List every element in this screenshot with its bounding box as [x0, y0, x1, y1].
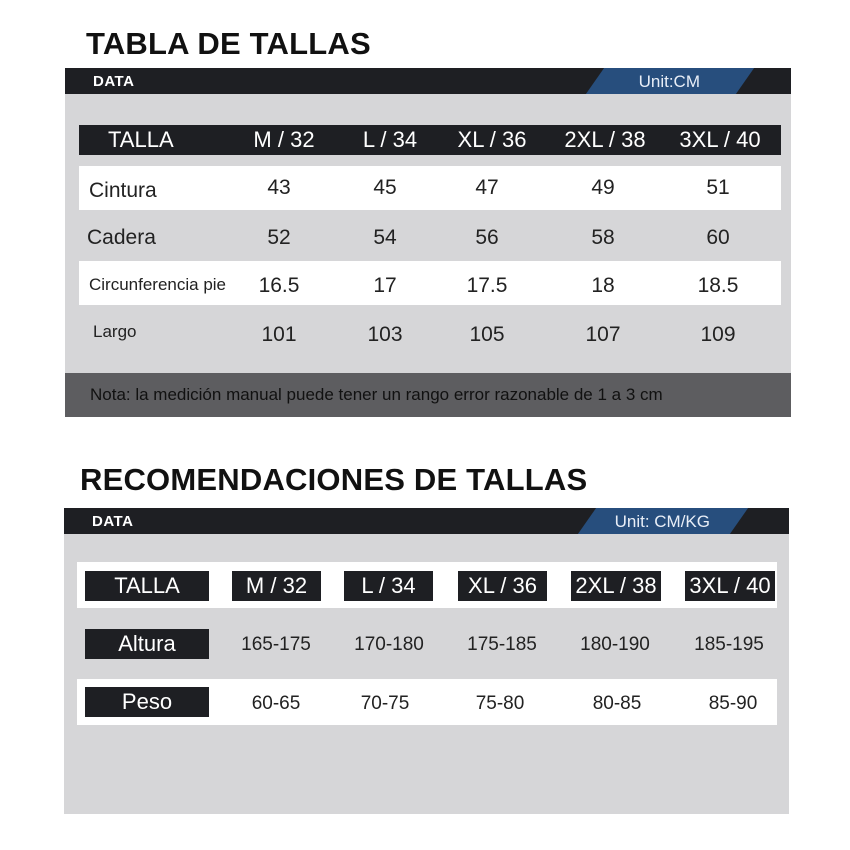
cell-value: 49	[591, 176, 615, 199]
size-col-m: M / 32	[232, 571, 321, 601]
row-label-cadera: Cadera	[87, 226, 156, 249]
cell-value: 43	[267, 176, 291, 199]
cell-value: 51	[706, 176, 730, 199]
size-col-xl: XL / 36	[457, 127, 527, 152]
size-table-data-bar	[65, 68, 791, 94]
cell-value: 56	[475, 226, 499, 249]
row-label-largo: Largo	[93, 322, 137, 341]
cell-value: 103	[367, 323, 403, 346]
size-col-xl: XL / 36	[458, 571, 547, 601]
unit-badge	[586, 68, 754, 94]
size-table-header	[79, 125, 781, 155]
cell-value: 45	[373, 176, 397, 199]
unit-label: Unit:CM	[638, 72, 701, 91]
measurement-note-bar	[65, 373, 791, 417]
cell-value: 109	[700, 323, 736, 346]
cell-value: 180-190	[580, 634, 650, 655]
cell-value: 80-85	[592, 693, 642, 714]
recommendations-title: RECOMENDACIONES DE TALLAS	[80, 462, 588, 497]
size-col-l: L / 34	[344, 571, 433, 601]
row-label-circunferencia-pie: Circunferencia pie	[89, 275, 227, 294]
cell-value: 185-195	[694, 634, 764, 655]
data-label: DATA	[93, 73, 135, 90]
cell-value: 75-80	[475, 693, 525, 714]
cell-value: 18.5	[697, 274, 739, 297]
size-col-3xl: 3XL / 40	[679, 127, 761, 152]
cell-value: 60-65	[251, 693, 301, 714]
data-label: DATA	[92, 513, 134, 530]
row-label-cintura: Cintura	[89, 179, 157, 202]
table-row	[77, 620, 777, 666]
recommendations-data-bar	[64, 508, 789, 534]
cell-value: 101	[261, 323, 297, 346]
table-row	[77, 679, 777, 725]
cell-value: 170-180	[354, 634, 424, 655]
talla-header: TALLA	[108, 127, 174, 152]
cell-value: 17	[373, 274, 397, 297]
unit-badge	[578, 508, 748, 534]
cell-value: 60	[706, 226, 730, 249]
recommendations-header	[77, 562, 777, 608]
talla-header: TALLA	[85, 571, 209, 601]
measurement-note: Nota: la medición manual puede tener un rango error razonable de 1 a 3 cm	[90, 385, 663, 404]
table-row	[79, 214, 781, 258]
cell-value: 175-185	[467, 634, 537, 655]
cell-value: 105	[469, 323, 505, 346]
size-col-l: L / 34	[362, 127, 418, 152]
size-col-2xl: 2XL / 38	[564, 127, 646, 152]
size-col-3xl: 3XL / 40	[685, 571, 775, 601]
cell-value: 52	[267, 226, 291, 249]
cell-value: 58	[591, 226, 615, 249]
unit-label: Unit: CM/KG	[614, 512, 711, 531]
cell-value: 16.5	[258, 274, 300, 297]
cell-value: 107	[585, 323, 621, 346]
size-col-m: M / 32	[253, 127, 315, 152]
cell-value: 85-90	[708, 693, 758, 714]
row-label-altura: Altura	[85, 629, 209, 659]
table-row	[79, 310, 781, 354]
table-row	[79, 166, 781, 210]
cell-value: 165-175	[241, 634, 311, 655]
size-col-2xl: 2XL / 38	[571, 571, 661, 601]
size-table-title: TABLA DE TALLAS	[86, 26, 371, 61]
cell-value: 70-75	[360, 693, 410, 714]
table-row	[79, 261, 781, 305]
cell-value: 47	[475, 176, 499, 199]
row-label-peso: Peso	[85, 687, 209, 717]
cell-value: 54	[373, 226, 397, 249]
cell-value: 17.5	[466, 274, 508, 297]
cell-value: 18	[591, 274, 615, 297]
